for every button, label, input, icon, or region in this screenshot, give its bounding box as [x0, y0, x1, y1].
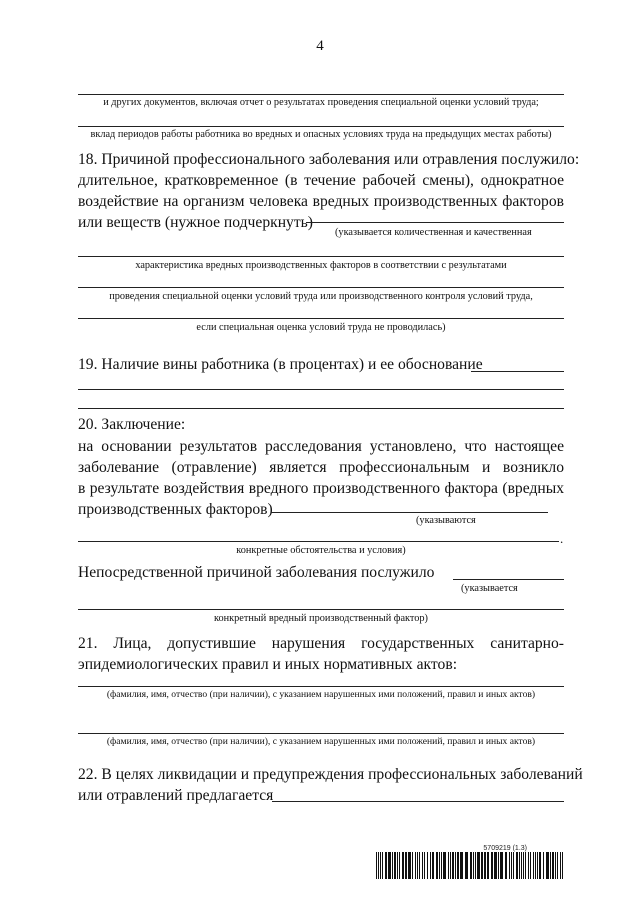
section-18 — [78, 149, 580, 233]
blank-line[interactable] — [78, 389, 564, 390]
section-21 — [78, 633, 564, 675]
section-22 — [78, 764, 583, 806]
barcode-bar — [430, 852, 431, 879]
barcode-bar — [491, 852, 493, 879]
barcode-bar — [537, 852, 538, 879]
barcode-bar — [521, 852, 522, 879]
field-caption: (указывается — [461, 583, 518, 594]
barcode-bar — [412, 852, 413, 879]
barcode-bar — [500, 852, 503, 879]
barcode-bar — [432, 852, 434, 879]
fill-line[interactable] — [272, 801, 564, 802]
barcode-bar — [543, 852, 544, 879]
section-19-text: 19. Наличие вины работника (в процентах) и ее обоснование — [78, 356, 483, 373]
fill-line[interactable] — [453, 579, 564, 580]
section-20-line: производственных факторов) — [78, 501, 273, 518]
barcode-bar — [494, 852, 497, 879]
fill-line[interactable] — [471, 371, 564, 372]
section-20-heading: 20. Заключение: — [78, 416, 186, 433]
barcode-bar — [528, 852, 529, 879]
barcode-bar — [539, 852, 541, 879]
barcode-bar — [465, 852, 468, 879]
barcode-bar — [422, 852, 423, 879]
barcode-bar — [394, 852, 396, 879]
barcode-bar — [519, 852, 520, 879]
barcode-bar — [533, 852, 534, 879]
field-caption: если специальная оценка условий труда не проводилась) — [196, 322, 446, 333]
fill-line[interactable] — [306, 222, 564, 223]
barcode-bar — [457, 852, 459, 879]
direct-cause-text: Непосредственной причиной заболевания послужило — [78, 564, 435, 581]
field-caption: (указывается количественная и качественная — [335, 227, 532, 238]
section-18-line: длительное, кратковременное (в течение рабочей смены), однократное — [78, 172, 564, 189]
barcode-bar — [378, 852, 379, 879]
field-caption: и других документов, включая отчет о результатах проведения специальной оценки условий труда; — [103, 97, 539, 108]
section-20-line: в результате воздействия вредного производственного фактора (вредных — [78, 480, 564, 497]
barcode-bar — [530, 852, 531, 879]
barcode-bar — [562, 852, 563, 879]
section-22-line: или отравлений предлагается — [78, 787, 274, 804]
barcode-bar — [385, 852, 387, 879]
field-caption: конкретный вредный производственный фактор) — [213, 613, 428, 624]
barcode-bar — [513, 852, 514, 879]
barcode-bar — [439, 852, 440, 879]
barcode-bar — [509, 852, 510, 879]
section-21-line: 21. Лица, допустившие нарушения государственных санитарно- — [78, 635, 564, 652]
barcode-bar — [546, 852, 549, 879]
section-20-line: на основании результатов расследования установлено, что настоящее — [78, 438, 564, 455]
barcode-bar — [550, 852, 551, 879]
barcode-bar — [448, 852, 449, 879]
field-caption: (фамилия, имя, отчество (при наличии), с указанием нарушенных ими положений, правил и иных актов) — [106, 689, 536, 700]
barcode-bar — [470, 852, 472, 879]
barcode-bar — [452, 852, 454, 879]
barcode-bar — [388, 852, 391, 879]
section-20 — [78, 436, 564, 520]
barcode-bar — [399, 852, 400, 879]
page-number: 4 — [316, 38, 324, 54]
barcode-bar — [397, 852, 398, 879]
barcode-bar — [417, 852, 418, 879]
section-18-line: 18. Причиной профессионального заболевания или отравления послужило: — [78, 151, 580, 168]
barcode-bar — [382, 852, 383, 879]
fill-line[interactable] — [271, 512, 548, 513]
barcode-bar — [424, 852, 425, 879]
period-mark: . — [560, 531, 564, 546]
barcode-bar — [475, 852, 476, 879]
field-caption: вклад периодов работы работника во вредных и опасных условиях труда на предыдущих местах работы) — [90, 129, 552, 140]
barcode-bar — [380, 852, 381, 879]
field-caption: проведения специальной оценки условий труда или производственного контроля условий труда, — [109, 291, 533, 302]
section-22-line: 22. В целях ликвидации и предупреждения профессиональных заболеваний — [78, 766, 583, 783]
barcode-bar — [516, 852, 518, 879]
blank-line[interactable] — [78, 126, 564, 127]
barcode-image — [376, 852, 564, 879]
barcode-bar — [511, 852, 512, 879]
barcode-bar — [525, 852, 526, 879]
blank-line[interactable] — [78, 287, 564, 288]
barcode-bar — [523, 852, 524, 879]
blank-line[interactable] — [78, 408, 564, 409]
blank-line[interactable] — [78, 541, 559, 542]
barcode-bar — [460, 852, 463, 879]
blank-line[interactable] — [78, 256, 564, 257]
section-21-line: эпидемиологических правил и иных нормативных актов: — [78, 656, 458, 673]
barcode-bar — [427, 852, 428, 879]
blank-line[interactable] — [78, 94, 564, 95]
section-18-line: или веществ (нужное подчеркнуть) — [78, 214, 313, 231]
barcode-bar — [441, 852, 442, 879]
field-caption: характеристика вредных производственных факторов в соответствии с результатами — [135, 260, 507, 271]
barcode-bar — [455, 852, 456, 879]
barcode-bar — [436, 852, 438, 879]
barcode-bar — [473, 852, 474, 879]
barcode-bar — [557, 852, 558, 879]
barcode-bar — [376, 852, 377, 879]
section-20-line: заболевание (отравление) является профессиональным и возникло — [78, 459, 564, 476]
barcode-bar — [552, 852, 554, 879]
field-caption: (фамилия, имя, отчество (при наличии), с указанием нарушенных ими положений, правил и иных актов) — [106, 736, 536, 747]
barcode-bar — [415, 852, 416, 879]
barcode-bar — [487, 852, 489, 879]
barcode-bar — [505, 852, 507, 879]
barcode-bar — [477, 852, 480, 879]
barcode-bar — [484, 852, 486, 879]
barcode-bar — [419, 852, 420, 879]
barcode-bar — [392, 852, 393, 879]
blank-line[interactable] — [78, 733, 564, 734]
barcode-bar — [481, 852, 483, 879]
section-18-line: воздействие на организм человека вредных производственных факторов — [78, 193, 564, 210]
barcode-bar — [402, 852, 404, 879]
barcode-bar — [560, 852, 561, 879]
barcode-bar — [408, 852, 411, 879]
barcode-bar — [450, 852, 451, 879]
barcode-bar — [443, 852, 446, 879]
blank-line[interactable] — [78, 686, 564, 687]
field-caption: конкретные обстоятельства и условия) — [236, 545, 406, 556]
barcode-bar — [498, 852, 499, 879]
barcode-bar — [555, 852, 556, 879]
field-caption: (указываются — [416, 515, 476, 526]
barcode-bar — [405, 852, 407, 879]
blank-line[interactable] — [78, 318, 564, 319]
barcode-bar — [535, 852, 536, 879]
blank-line[interactable] — [78, 609, 564, 610]
barcode-code: 5709219 (1.3) — [483, 845, 527, 852]
